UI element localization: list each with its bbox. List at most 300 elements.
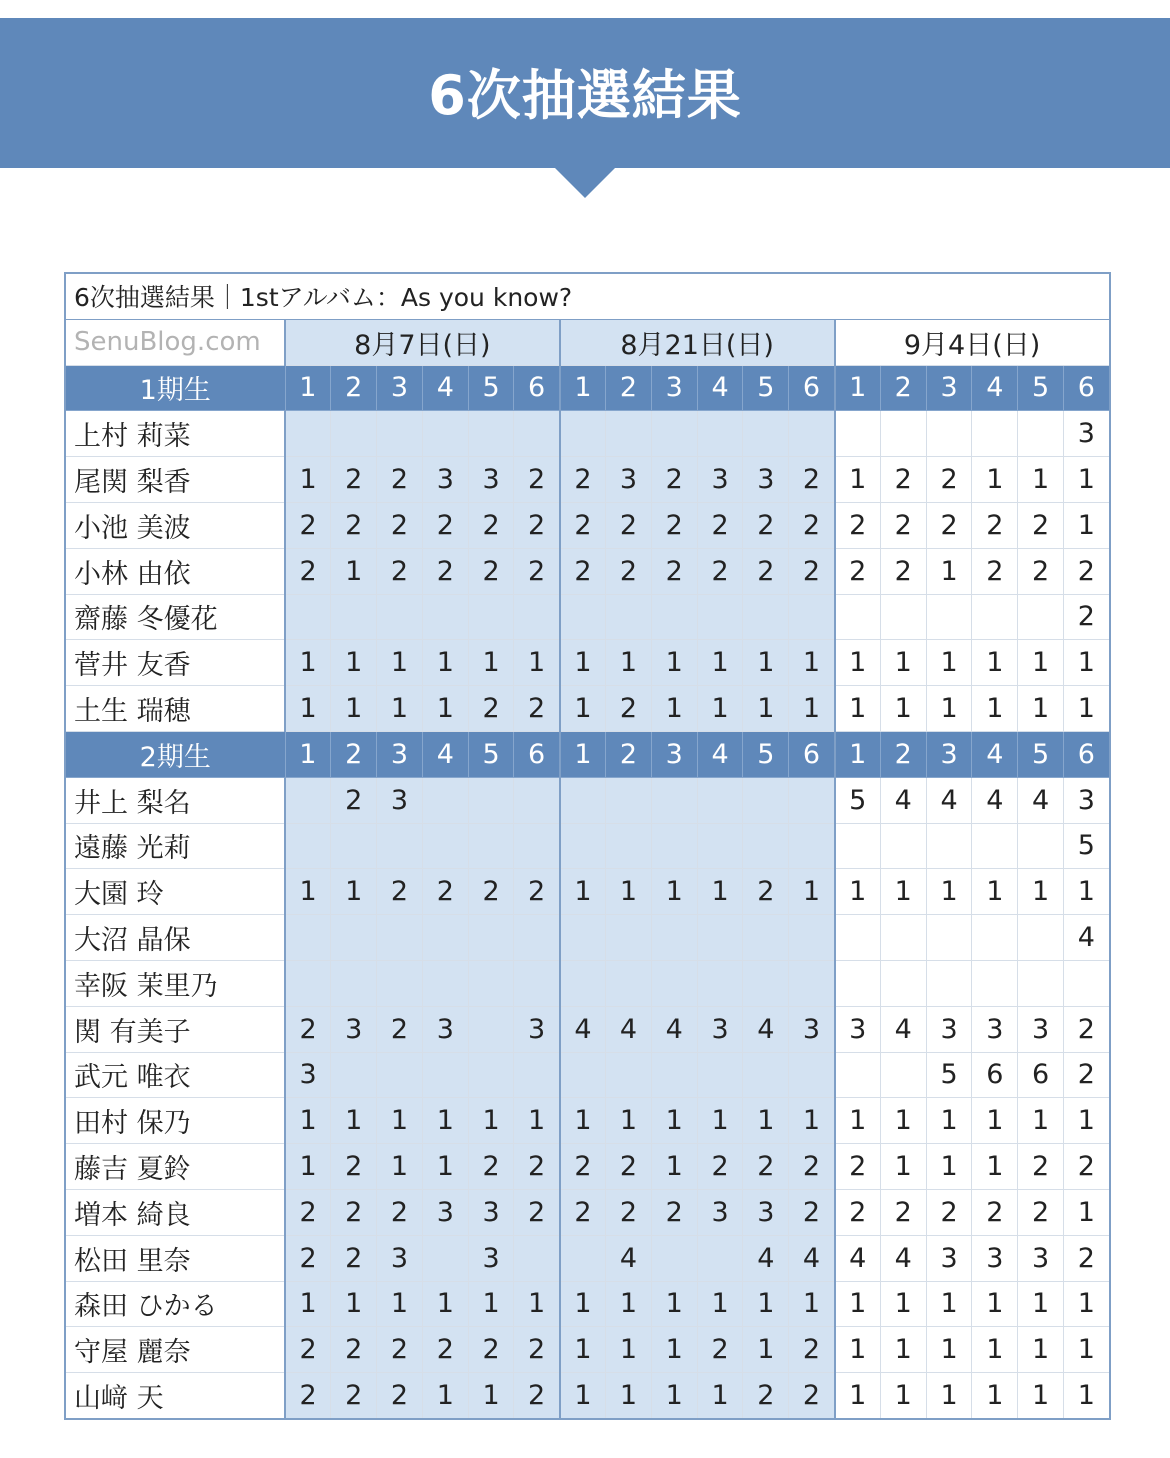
result-cell bbox=[972, 411, 1018, 457]
result-cell bbox=[606, 1052, 652, 1098]
slot-number: 2 bbox=[331, 731, 377, 777]
site-watermark: SenuBlog.com bbox=[65, 319, 285, 365]
result-cell bbox=[468, 594, 514, 640]
result-cell: 3 bbox=[377, 777, 423, 823]
result-cell: 1 bbox=[972, 1281, 1018, 1327]
member-name: 森田 ひかる bbox=[65, 1281, 285, 1327]
result-cell: 2 bbox=[331, 1235, 377, 1281]
result-cell: 1 bbox=[606, 1281, 652, 1327]
result-cell: 2 bbox=[514, 502, 560, 548]
result-cell: 2 bbox=[331, 1327, 377, 1373]
slot-number: 3 bbox=[651, 731, 697, 777]
result-cell: 1 bbox=[560, 1098, 606, 1144]
result-cell bbox=[514, 960, 560, 1006]
result-cell: 3 bbox=[697, 457, 743, 503]
result-cell: 1 bbox=[789, 869, 835, 915]
result-cell: 1 bbox=[926, 1327, 972, 1373]
result-cell bbox=[835, 411, 881, 457]
result-cell: 2 bbox=[1064, 1144, 1110, 1190]
result-cell: 2 bbox=[606, 1144, 652, 1190]
result-cell: 1 bbox=[651, 1144, 697, 1190]
result-cell bbox=[697, 915, 743, 961]
result-cell: 1 bbox=[377, 640, 423, 686]
result-cell bbox=[972, 915, 1018, 961]
result-cell: 1 bbox=[697, 1281, 743, 1327]
result-cell bbox=[331, 411, 377, 457]
result-cell bbox=[835, 1052, 881, 1098]
result-cell: 3 bbox=[972, 1006, 1018, 1052]
result-cell: 1 bbox=[422, 1281, 468, 1327]
slot-number: 6 bbox=[514, 731, 560, 777]
result-cell: 2 bbox=[606, 686, 652, 732]
result-cell bbox=[789, 823, 835, 869]
result-cell: 2 bbox=[560, 548, 606, 594]
result-cell: 1 bbox=[880, 1281, 926, 1327]
result-cell: 2 bbox=[514, 869, 560, 915]
result-cell bbox=[377, 823, 423, 869]
result-cell: 1 bbox=[835, 1373, 881, 1419]
result-cell: 1 bbox=[835, 686, 881, 732]
result-cell: 1 bbox=[560, 1327, 606, 1373]
result-cell: 1 bbox=[1018, 1327, 1064, 1373]
result-cell: 1 bbox=[1018, 1098, 1064, 1144]
member-name: 大園 玲 bbox=[65, 869, 285, 915]
result-cell: 1 bbox=[789, 1281, 835, 1327]
slot-number: 6 bbox=[789, 731, 835, 777]
result-cell bbox=[377, 915, 423, 961]
result-cell: 1 bbox=[331, 640, 377, 686]
result-cell bbox=[743, 960, 789, 1006]
result-cell: 2 bbox=[468, 686, 514, 732]
result-cell: 2 bbox=[926, 457, 972, 503]
result-cell bbox=[651, 1052, 697, 1098]
slot-number: 3 bbox=[926, 365, 972, 411]
result-cell: 4 bbox=[880, 777, 926, 823]
slot-number: 1 bbox=[285, 365, 331, 411]
group-header-row bbox=[65, 731, 1110, 777]
result-cell bbox=[789, 1052, 835, 1098]
table-row bbox=[65, 1327, 1110, 1373]
result-cell: 1 bbox=[560, 640, 606, 686]
result-cell bbox=[468, 823, 514, 869]
table-row bbox=[65, 640, 1110, 686]
result-cell: 3 bbox=[697, 1006, 743, 1052]
result-cell bbox=[377, 411, 423, 457]
member-name: 土生 瑞穂 bbox=[65, 686, 285, 732]
slot-number: 4 bbox=[972, 731, 1018, 777]
result-cell bbox=[789, 594, 835, 640]
result-cell: 2 bbox=[377, 1327, 423, 1373]
group-name: 1期生 bbox=[65, 365, 285, 411]
result-cell: 1 bbox=[880, 1373, 926, 1419]
slot-number: 2 bbox=[606, 731, 652, 777]
result-cell bbox=[926, 915, 972, 961]
result-cell: 3 bbox=[1018, 1235, 1064, 1281]
member-name: 田村 保乃 bbox=[65, 1098, 285, 1144]
result-cell: 3 bbox=[331, 1006, 377, 1052]
result-cell: 2 bbox=[926, 1189, 972, 1235]
result-cell: 2 bbox=[514, 548, 560, 594]
result-cell: 1 bbox=[880, 869, 926, 915]
slot-number: 4 bbox=[972, 365, 1018, 411]
result-cell: 2 bbox=[835, 502, 881, 548]
result-cell: 4 bbox=[1018, 777, 1064, 823]
result-cell: 2 bbox=[835, 548, 881, 594]
result-cell: 1 bbox=[926, 686, 972, 732]
result-cell: 1 bbox=[880, 640, 926, 686]
result-cell bbox=[285, 915, 331, 961]
result-cell: 1 bbox=[331, 869, 377, 915]
result-cell: 2 bbox=[697, 502, 743, 548]
result-cell bbox=[1064, 960, 1110, 1006]
result-cell bbox=[468, 960, 514, 1006]
result-cell bbox=[606, 594, 652, 640]
result-cell: 1 bbox=[972, 1327, 1018, 1373]
result-cell: 1 bbox=[651, 686, 697, 732]
table-row bbox=[65, 686, 1110, 732]
member-name: 遠藤 光莉 bbox=[65, 823, 285, 869]
slot-number: 4 bbox=[697, 365, 743, 411]
member-name: 小池 美波 bbox=[65, 502, 285, 548]
result-cell bbox=[468, 1052, 514, 1098]
result-cell bbox=[697, 411, 743, 457]
result-cell: 6 bbox=[1018, 1052, 1064, 1098]
result-cell: 4 bbox=[606, 1006, 652, 1052]
result-cell: 2 bbox=[789, 1144, 835, 1190]
result-cell: 2 bbox=[972, 502, 1018, 548]
table-row bbox=[65, 1098, 1110, 1144]
result-cell: 1 bbox=[651, 1098, 697, 1144]
result-cell bbox=[514, 1235, 560, 1281]
result-cell: 1 bbox=[606, 1373, 652, 1419]
result-cell bbox=[651, 960, 697, 1006]
date-row bbox=[65, 319, 1110, 365]
result-cell: 2 bbox=[560, 502, 606, 548]
result-cell: 1 bbox=[743, 1327, 789, 1373]
result-cell bbox=[926, 411, 972, 457]
result-cell bbox=[880, 823, 926, 869]
slot-number: 1 bbox=[560, 731, 606, 777]
result-cell bbox=[606, 823, 652, 869]
result-cell: 2 bbox=[514, 1189, 560, 1235]
result-cell: 1 bbox=[468, 1373, 514, 1419]
result-cell: 2 bbox=[651, 548, 697, 594]
result-cell: 1 bbox=[422, 1373, 468, 1419]
result-cell: 2 bbox=[697, 1144, 743, 1190]
result-cell: 2 bbox=[422, 548, 468, 594]
slot-number: 5 bbox=[743, 731, 789, 777]
table-caption: 6次抽選結果｜1stアルバム：As you know? bbox=[65, 273, 1110, 319]
date-header-1: 8月7日(日) bbox=[285, 319, 560, 365]
result-cell: 1 bbox=[560, 1373, 606, 1419]
result-cell: 3 bbox=[606, 457, 652, 503]
result-cell: 1 bbox=[285, 869, 331, 915]
result-cell: 1 bbox=[743, 1281, 789, 1327]
result-cell bbox=[422, 915, 468, 961]
result-cell: 2 bbox=[697, 1327, 743, 1373]
result-cell: 1 bbox=[835, 1281, 881, 1327]
result-cell bbox=[514, 594, 560, 640]
result-cell: 2 bbox=[1064, 1052, 1110, 1098]
result-cell: 2 bbox=[422, 1327, 468, 1373]
table-row bbox=[65, 1373, 1110, 1419]
result-cell bbox=[743, 411, 789, 457]
result-cell: 1 bbox=[1064, 1098, 1110, 1144]
member-name: 大沼 晶保 bbox=[65, 915, 285, 961]
slot-number: 4 bbox=[422, 731, 468, 777]
result-cell: 2 bbox=[331, 457, 377, 503]
result-cell: 1 bbox=[697, 1373, 743, 1419]
result-cell: 1 bbox=[285, 1098, 331, 1144]
result-cell bbox=[560, 960, 606, 1006]
result-cell: 1 bbox=[651, 1327, 697, 1373]
result-cell bbox=[285, 411, 331, 457]
result-cell bbox=[835, 823, 881, 869]
result-cell: 1 bbox=[697, 640, 743, 686]
result-cell: 1 bbox=[651, 869, 697, 915]
result-cell: 1 bbox=[972, 1373, 1018, 1419]
result-cell: 2 bbox=[972, 548, 1018, 594]
result-cell: 1 bbox=[1018, 1281, 1064, 1327]
member-name: 齋藤 冬優花 bbox=[65, 594, 285, 640]
result-cell: 4 bbox=[560, 1006, 606, 1052]
result-cell bbox=[377, 594, 423, 640]
table-row bbox=[65, 823, 1110, 869]
slot-number: 6 bbox=[1064, 731, 1110, 777]
result-cell: 2 bbox=[789, 502, 835, 548]
result-cell: 2 bbox=[468, 548, 514, 594]
table-row bbox=[65, 457, 1110, 503]
slot-number: 5 bbox=[743, 365, 789, 411]
result-cell: 2 bbox=[1064, 594, 1110, 640]
result-cell: 3 bbox=[972, 1235, 1018, 1281]
result-cell: 1 bbox=[789, 640, 835, 686]
result-cell: 2 bbox=[331, 1189, 377, 1235]
result-cell: 1 bbox=[560, 869, 606, 915]
member-name: 増本 綺良 bbox=[65, 1189, 285, 1235]
result-cell: 4 bbox=[972, 777, 1018, 823]
result-cell bbox=[743, 594, 789, 640]
result-cell: 1 bbox=[377, 1144, 423, 1190]
result-cell: 1 bbox=[422, 686, 468, 732]
result-cell bbox=[789, 411, 835, 457]
result-cell bbox=[514, 823, 560, 869]
member-name: 武元 唯衣 bbox=[65, 1052, 285, 1098]
result-cell: 5 bbox=[926, 1052, 972, 1098]
result-cell: 1 bbox=[651, 640, 697, 686]
result-cell: 2 bbox=[285, 502, 331, 548]
result-cell bbox=[880, 1052, 926, 1098]
result-cell: 1 bbox=[972, 1098, 1018, 1144]
table-row bbox=[65, 1006, 1110, 1052]
result-cell: 2 bbox=[880, 457, 926, 503]
result-cell: 3 bbox=[377, 1235, 423, 1281]
table-row bbox=[65, 915, 1110, 961]
result-cell: 2 bbox=[331, 1144, 377, 1190]
result-cell bbox=[651, 915, 697, 961]
slot-number: 2 bbox=[880, 731, 926, 777]
result-cell bbox=[835, 594, 881, 640]
result-cell: 1 bbox=[514, 1281, 560, 1327]
result-cell bbox=[606, 960, 652, 1006]
result-cell bbox=[880, 411, 926, 457]
result-cell bbox=[331, 823, 377, 869]
result-cell bbox=[331, 960, 377, 1006]
result-cell bbox=[789, 915, 835, 961]
result-cell bbox=[651, 1235, 697, 1281]
result-cell: 1 bbox=[835, 869, 881, 915]
result-cell: 1 bbox=[926, 640, 972, 686]
result-cell bbox=[835, 960, 881, 1006]
result-cell: 1 bbox=[1064, 640, 1110, 686]
result-cell: 2 bbox=[1018, 502, 1064, 548]
table-row bbox=[65, 960, 1110, 1006]
result-cell: 4 bbox=[789, 1235, 835, 1281]
result-cell bbox=[422, 594, 468, 640]
result-cell: 2 bbox=[377, 457, 423, 503]
result-cell: 3 bbox=[1064, 777, 1110, 823]
result-cell: 3 bbox=[514, 1006, 560, 1052]
result-cell: 2 bbox=[835, 1144, 881, 1190]
result-cell bbox=[377, 1052, 423, 1098]
result-cell bbox=[606, 411, 652, 457]
result-cell: 1 bbox=[422, 1144, 468, 1190]
result-cell: 1 bbox=[285, 457, 331, 503]
slot-number: 5 bbox=[1018, 731, 1064, 777]
result-cell: 3 bbox=[1064, 411, 1110, 457]
result-cell: 1 bbox=[514, 1098, 560, 1144]
result-cell: 1 bbox=[331, 1281, 377, 1327]
result-cell: 1 bbox=[606, 1098, 652, 1144]
result-cell: 4 bbox=[880, 1235, 926, 1281]
result-cell: 2 bbox=[468, 1144, 514, 1190]
result-cell: 1 bbox=[422, 1098, 468, 1144]
result-cell bbox=[285, 960, 331, 1006]
result-cell: 1 bbox=[468, 640, 514, 686]
member-name: 松田 里奈 bbox=[65, 1235, 285, 1281]
result-cell: 2 bbox=[422, 502, 468, 548]
slot-number: 3 bbox=[926, 731, 972, 777]
result-cell: 4 bbox=[880, 1006, 926, 1052]
result-cell: 6 bbox=[972, 1052, 1018, 1098]
slot-number: 2 bbox=[606, 365, 652, 411]
result-cell bbox=[697, 594, 743, 640]
result-cell: 1 bbox=[1064, 1327, 1110, 1373]
result-cell: 2 bbox=[377, 1189, 423, 1235]
result-cell bbox=[697, 960, 743, 1006]
result-cell: 4 bbox=[743, 1235, 789, 1281]
result-cell: 3 bbox=[468, 1235, 514, 1281]
result-cell: 2 bbox=[789, 457, 835, 503]
result-cell: 2 bbox=[926, 502, 972, 548]
result-cell: 2 bbox=[743, 1373, 789, 1419]
result-cell: 1 bbox=[285, 640, 331, 686]
result-cell: 2 bbox=[468, 869, 514, 915]
result-cell: 1 bbox=[331, 1098, 377, 1144]
result-cell bbox=[651, 594, 697, 640]
result-cell: 1 bbox=[972, 869, 1018, 915]
result-cell: 1 bbox=[743, 640, 789, 686]
slot-number: 1 bbox=[560, 365, 606, 411]
result-cell: 1 bbox=[1064, 502, 1110, 548]
result-cell: 2 bbox=[1064, 548, 1110, 594]
result-cell bbox=[285, 823, 331, 869]
result-cell: 5 bbox=[1064, 823, 1110, 869]
result-cell bbox=[514, 777, 560, 823]
slot-number: 3 bbox=[377, 731, 423, 777]
result-cell: 1 bbox=[880, 686, 926, 732]
result-cell: 3 bbox=[926, 1235, 972, 1281]
result-cell: 3 bbox=[1018, 1006, 1064, 1052]
result-cell bbox=[560, 411, 606, 457]
slot-number: 6 bbox=[789, 365, 835, 411]
result-cell: 1 bbox=[1064, 1189, 1110, 1235]
result-cell bbox=[560, 777, 606, 823]
result-cell: 1 bbox=[972, 686, 1018, 732]
slot-number: 6 bbox=[514, 365, 560, 411]
slot-number: 2 bbox=[880, 365, 926, 411]
result-cell: 2 bbox=[789, 1189, 835, 1235]
result-cell: 1 bbox=[377, 686, 423, 732]
result-cell: 3 bbox=[743, 1189, 789, 1235]
result-cell: 2 bbox=[880, 1189, 926, 1235]
result-cell bbox=[377, 960, 423, 1006]
result-cell: 1 bbox=[1018, 1373, 1064, 1419]
table-row bbox=[65, 777, 1110, 823]
result-cell: 2 bbox=[468, 502, 514, 548]
result-cell: 4 bbox=[651, 1006, 697, 1052]
slot-number: 4 bbox=[697, 731, 743, 777]
result-cell: 2 bbox=[560, 457, 606, 503]
result-cell: 2 bbox=[514, 1327, 560, 1373]
result-cell: 2 bbox=[743, 502, 789, 548]
result-cell: 1 bbox=[560, 686, 606, 732]
result-cell: 1 bbox=[377, 1098, 423, 1144]
result-cell bbox=[835, 915, 881, 961]
result-cell bbox=[606, 777, 652, 823]
result-cell bbox=[789, 777, 835, 823]
result-cell: 2 bbox=[377, 869, 423, 915]
result-cell: 1 bbox=[422, 640, 468, 686]
result-cell: 1 bbox=[468, 1281, 514, 1327]
member-name: 藤吉 夏鈴 bbox=[65, 1144, 285, 1190]
member-name: 尾関 梨香 bbox=[65, 457, 285, 503]
result-cell: 3 bbox=[789, 1006, 835, 1052]
result-cell: 1 bbox=[926, 1281, 972, 1327]
result-cell: 2 bbox=[743, 548, 789, 594]
result-cell: 1 bbox=[697, 686, 743, 732]
result-cell bbox=[789, 960, 835, 1006]
result-cell: 2 bbox=[880, 502, 926, 548]
result-cell bbox=[468, 411, 514, 457]
result-cell: 2 bbox=[1018, 1189, 1064, 1235]
result-cell: 1 bbox=[285, 1281, 331, 1327]
result-cell: 2 bbox=[743, 869, 789, 915]
result-cell: 2 bbox=[835, 1189, 881, 1235]
result-cell bbox=[422, 1235, 468, 1281]
result-cell: 1 bbox=[606, 1327, 652, 1373]
result-cell: 1 bbox=[789, 1098, 835, 1144]
result-cell: 3 bbox=[697, 1189, 743, 1235]
slot-number: 3 bbox=[651, 365, 697, 411]
result-cell: 3 bbox=[422, 1006, 468, 1052]
result-cell: 2 bbox=[285, 1373, 331, 1419]
slot-number: 5 bbox=[1018, 365, 1064, 411]
result-cell bbox=[880, 915, 926, 961]
table-row bbox=[65, 548, 1110, 594]
result-cell: 3 bbox=[468, 457, 514, 503]
result-cell: 3 bbox=[835, 1006, 881, 1052]
